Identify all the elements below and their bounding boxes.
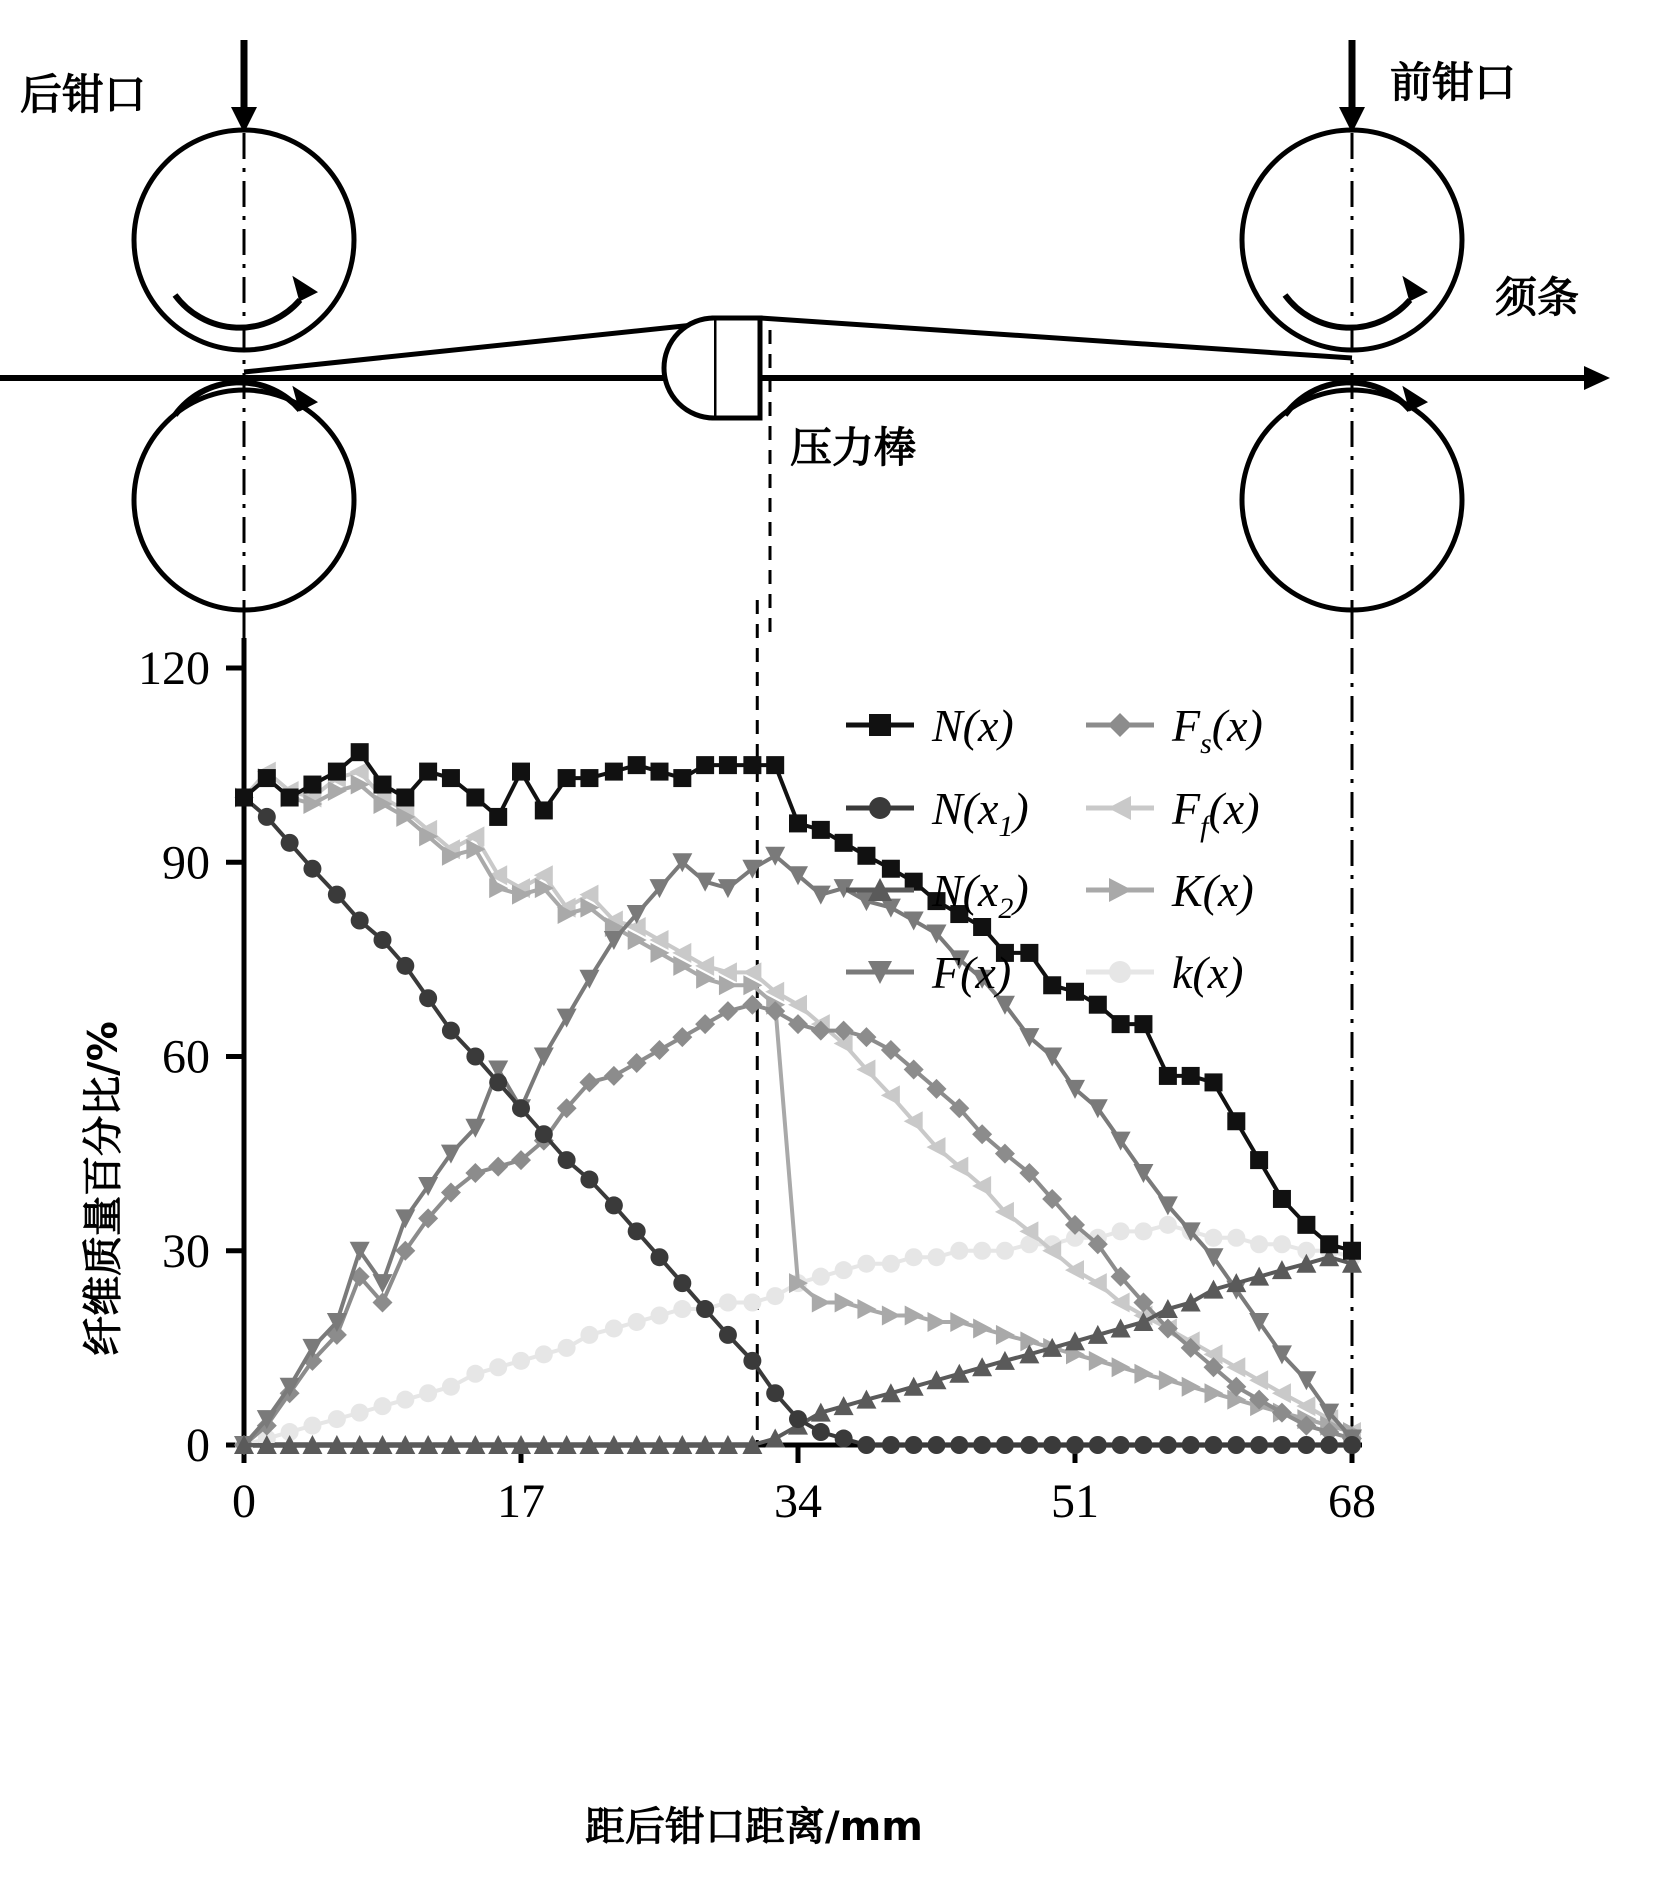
legend-label-tail: (x): [1211, 700, 1263, 751]
legend-label-sub: f: [1200, 810, 1209, 843]
marker-circle-light: [374, 1397, 392, 1415]
x-axis-title: 距后钳口距离/mm: [585, 1804, 923, 1850]
x-tick-label: 0: [232, 1475, 256, 1528]
y-tick-label: 90: [162, 836, 210, 890]
marker-circle: [673, 1274, 691, 1292]
marker-square: [328, 763, 346, 781]
marker-circle: [1227, 1436, 1245, 1454]
marker-square: [651, 763, 669, 781]
marker-circle-light: [535, 1345, 553, 1363]
x-tick-label: 34: [774, 1475, 822, 1528]
marker-circle-light: [419, 1384, 437, 1402]
marker-square: [1297, 1216, 1315, 1234]
marker-triangle-right: [973, 1318, 992, 1338]
front-nip-label: 前钳口: [1390, 58, 1517, 107]
marker-circle: [442, 1022, 460, 1040]
marker-circle-light: [719, 1294, 737, 1312]
legend-label: N(x): [932, 700, 1014, 751]
marker-diamond: [488, 1157, 508, 1177]
marker-square: [281, 789, 299, 807]
marker-circle-light: [1134, 1222, 1152, 1240]
marker-circle-light: [812, 1268, 830, 1286]
marker-circle-light: [442, 1378, 460, 1396]
marker-circle-light: [1112, 1222, 1130, 1240]
marker-circle: [928, 1436, 946, 1454]
y-tick-label: 0: [186, 1419, 210, 1472]
marker-square: [673, 769, 691, 787]
marker-square: [789, 814, 807, 832]
marker-square: [1089, 996, 1107, 1014]
marker-circle-light: [303, 1417, 321, 1435]
marker-square: [605, 763, 623, 781]
marker-circle: [351, 912, 369, 930]
marker-circle: [1250, 1436, 1268, 1454]
sliver-arrow-head: [1584, 366, 1610, 390]
marker-square: [1066, 983, 1084, 1001]
marker-square: [535, 801, 553, 819]
marker-square: [351, 743, 369, 761]
marker-circle: [1066, 1436, 1084, 1454]
marker-diamond: [856, 1027, 876, 1047]
marker-triangle-right: [905, 1306, 924, 1326]
marker-circle: [696, 1300, 714, 1318]
marker-circle-light: [766, 1287, 784, 1305]
marker-circle: [789, 1410, 807, 1428]
marker-circle-light: [396, 1391, 414, 1409]
marker-square: [396, 789, 414, 807]
marker-square: [628, 756, 646, 774]
marker-circle: [1297, 1436, 1315, 1454]
marker-triangle-left: [788, 995, 807, 1015]
marker-square: [1159, 1067, 1177, 1085]
marker-square: [374, 776, 392, 794]
marker-circle-light: [580, 1326, 598, 1344]
marker-circle: [419, 989, 437, 1007]
marker-circle: [950, 1436, 968, 1454]
marker-square: [719, 756, 737, 774]
marker-circle-light: [628, 1313, 646, 1331]
marker-square: [743, 756, 761, 774]
marker-triangle-right: [812, 1293, 831, 1313]
legend-label-tail: (x): [1208, 783, 1260, 834]
series-line: [244, 856, 1352, 1445]
marker-triangle-down: [395, 1209, 415, 1228]
marker-circle-light: [950, 1242, 968, 1260]
marker-triangle-right: [996, 1325, 1015, 1345]
marker-square: [1320, 1235, 1338, 1253]
marker-diamond: [650, 1040, 670, 1060]
marker-square: [419, 763, 437, 781]
marker-triangle-down: [557, 1009, 577, 1028]
marker-circle: [1134, 1436, 1152, 1454]
marker-triangle-left: [1272, 1383, 1291, 1403]
marker-triangle-up: [765, 1429, 785, 1448]
marker-circle-light: [1250, 1235, 1268, 1253]
marker-circle: [651, 1248, 669, 1266]
marker-diamond: [695, 1014, 715, 1034]
marker-circle: [1020, 1436, 1038, 1454]
marker-circle-light: [512, 1352, 530, 1370]
legend-label: K(x): [1172, 865, 1254, 916]
marker-triangle-down: [881, 899, 901, 918]
marker-triangle-right: [1112, 1357, 1131, 1377]
legend-label-sub: 2: [998, 892, 1014, 925]
marker-square: [1134, 1015, 1152, 1033]
marker-triangle-right: [1205, 1383, 1224, 1403]
pressure-bar-round: [664, 318, 714, 418]
marker-circle-light: [1227, 1229, 1245, 1247]
marker-circle: [743, 1352, 761, 1370]
marker-square: [1250, 1151, 1268, 1169]
marker-circle-light: [328, 1410, 346, 1428]
marker-triangle-left: [1249, 1370, 1268, 1390]
marker-triangle-right: [882, 1306, 901, 1326]
marker-circle: [605, 1196, 623, 1214]
marker-square: [1273, 1190, 1291, 1208]
back-top-rotation-arrow: [175, 295, 300, 328]
marker-circle: [882, 1436, 900, 1454]
marker-triangle-down: [579, 970, 599, 989]
marker-square: [489, 808, 507, 826]
marker-square: [1112, 1015, 1130, 1033]
marker-square: [812, 821, 830, 839]
marker-circle-light: [857, 1255, 875, 1273]
marker-triangle-right: [857, 1299, 876, 1319]
marker-circle: [512, 1099, 530, 1117]
marker-square: [466, 789, 484, 807]
marker-circle-light: [651, 1307, 669, 1325]
marker-circle: [1343, 1436, 1361, 1454]
marker-square: [558, 769, 576, 787]
marker-circle: [1273, 1436, 1291, 1454]
marker-circle-light: [1273, 1235, 1291, 1253]
legend-label: $F_f(x)$: [1172, 783, 1260, 843]
y-tick-label: 120: [138, 642, 210, 695]
marker-square: [1205, 1073, 1223, 1091]
marker-square: [882, 860, 900, 878]
marker-square: [235, 789, 253, 807]
marker-square: [580, 769, 598, 787]
upper-sliver-right: [760, 318, 1352, 358]
marker-circle: [535, 1125, 553, 1143]
marker-square: [1182, 1067, 1200, 1085]
marker-circle: [580, 1171, 598, 1189]
marker-circle: [835, 1430, 853, 1448]
marker-circle: [374, 931, 392, 949]
marker-circle: [396, 957, 414, 975]
front-top-rotation-arrow: [1285, 295, 1410, 328]
marker-circle: [328, 886, 346, 904]
marker-triangle-down: [718, 879, 738, 898]
marker-circle-light: [1159, 1216, 1177, 1234]
marker-circle: [1182, 1436, 1200, 1454]
legend-label: $F_s(x)$: [1172, 700, 1263, 760]
marker-square: [835, 834, 853, 852]
marker-triangle-up: [1181, 1293, 1201, 1312]
marker-circle: [1320, 1436, 1338, 1454]
marker-circle: [857, 1436, 875, 1454]
marker-circle: [1112, 1436, 1130, 1454]
marker-square: [1343, 1242, 1361, 1260]
marker-square: [766, 756, 784, 774]
series-Fx: [234, 847, 1362, 1455]
marker-diamond: [718, 1001, 738, 1021]
marker-circle: [281, 834, 299, 852]
x-tick-label: 68: [1328, 1475, 1376, 1528]
legend-label: k(x): [1172, 947, 1244, 998]
marker-triangle-right: [928, 1312, 947, 1332]
marker-triangle-down: [604, 931, 624, 950]
marker-circle: [303, 860, 321, 878]
marker-circle: [973, 1436, 991, 1454]
y-tick-label: 60: [162, 1030, 210, 1084]
marker-circle-light: [996, 1242, 1014, 1260]
fiber-mass-chart: [0, 600, 1654, 1882]
marker-circle: [766, 1384, 784, 1402]
marker-square: [303, 776, 321, 794]
marker-diamond: [672, 1027, 692, 1047]
legend-label-tail: ): [1013, 865, 1029, 916]
marker-circle-light: [605, 1319, 623, 1337]
sliver-label: 须条: [1495, 273, 1580, 322]
marker-circle: [1043, 1436, 1061, 1454]
marker-diamond: [627, 1053, 647, 1073]
marker-circle-light: [673, 1300, 691, 1318]
marker-diamond: [742, 995, 762, 1015]
marker-circle-light: [489, 1358, 507, 1376]
marker-circle-light: [835, 1261, 853, 1279]
marker-diamond: [788, 1014, 808, 1034]
marker-triangle-right: [1134, 1364, 1153, 1384]
y-tick-label: 30: [162, 1224, 210, 1278]
marker-circle: [628, 1222, 646, 1240]
marker-triangle-right: [1159, 1370, 1178, 1390]
marker-circle-light: [558, 1339, 576, 1357]
marker-circle-light: [928, 1248, 946, 1266]
marker-square: [1043, 976, 1061, 994]
chart-svg: [0, 600, 1654, 1882]
marker-circle: [905, 1436, 923, 1454]
legend-label: F(x): [932, 947, 1012, 998]
marker-square: [258, 769, 276, 787]
pressure-bar-body: [714, 318, 760, 418]
marker-square: [696, 756, 714, 774]
marker-triangle-right: [1182, 1377, 1201, 1397]
marker-triangle-down: [811, 886, 831, 905]
marker-circle: [558, 1151, 576, 1169]
marker-triangle-left: [1226, 1357, 1245, 1377]
marker-diamond: [604, 1066, 624, 1086]
marker-square: [442, 769, 460, 787]
back-nip-label: 后钳口: [20, 70, 147, 119]
drafting-zone-diagram: [0, 0, 1654, 640]
marker-circle: [719, 1326, 737, 1344]
marker-circle: [1205, 1436, 1223, 1454]
marker-circle-light: [351, 1404, 369, 1422]
marker-circle-light: [882, 1255, 900, 1273]
legend-label-sub: s: [1200, 727, 1212, 760]
y-axis-title: 纤维质量百分比/%: [80, 1021, 127, 1356]
legend-label-tail: ): [1013, 783, 1029, 834]
marker-triangle-right: [835, 1293, 854, 1313]
marker-circle: [996, 1436, 1014, 1454]
marker-circle: [1159, 1436, 1177, 1454]
legend-label: $N(x_1)$: [932, 783, 1029, 843]
marker-circle-light: [973, 1242, 991, 1260]
legend-label-sub: 1: [998, 810, 1014, 843]
marker-triangle-down: [534, 1048, 554, 1067]
marker-circle: [489, 1073, 507, 1091]
marker-square: [857, 847, 875, 865]
marker-square: [512, 763, 530, 781]
marker-circle-light: [905, 1248, 923, 1266]
marker-circle-light: [466, 1365, 484, 1383]
marker-circle: [466, 1048, 484, 1066]
marker-circle: [258, 808, 276, 826]
marker-circle-light: [743, 1294, 761, 1312]
marker-square: [1227, 1112, 1245, 1130]
marker-circle: [812, 1423, 830, 1441]
legend-label: $N(x_2)$: [932, 865, 1029, 925]
pressure-bar-label: 压力棒: [790, 423, 917, 472]
marker-square: [1020, 944, 1038, 962]
marker-triangle-left: [1088, 1273, 1107, 1293]
chart-legend: [846, 700, 1263, 998]
marker-circle-light: [1205, 1229, 1223, 1247]
x-tick-label: 17: [497, 1475, 545, 1528]
x-tick-label: 51: [1051, 1475, 1099, 1528]
marker-square: [973, 918, 991, 936]
marker-triangle-right: [950, 1312, 969, 1332]
marker-triangle-down: [904, 912, 924, 931]
marker-triangle-right: [1089, 1351, 1108, 1371]
marker-circle: [1089, 1436, 1107, 1454]
